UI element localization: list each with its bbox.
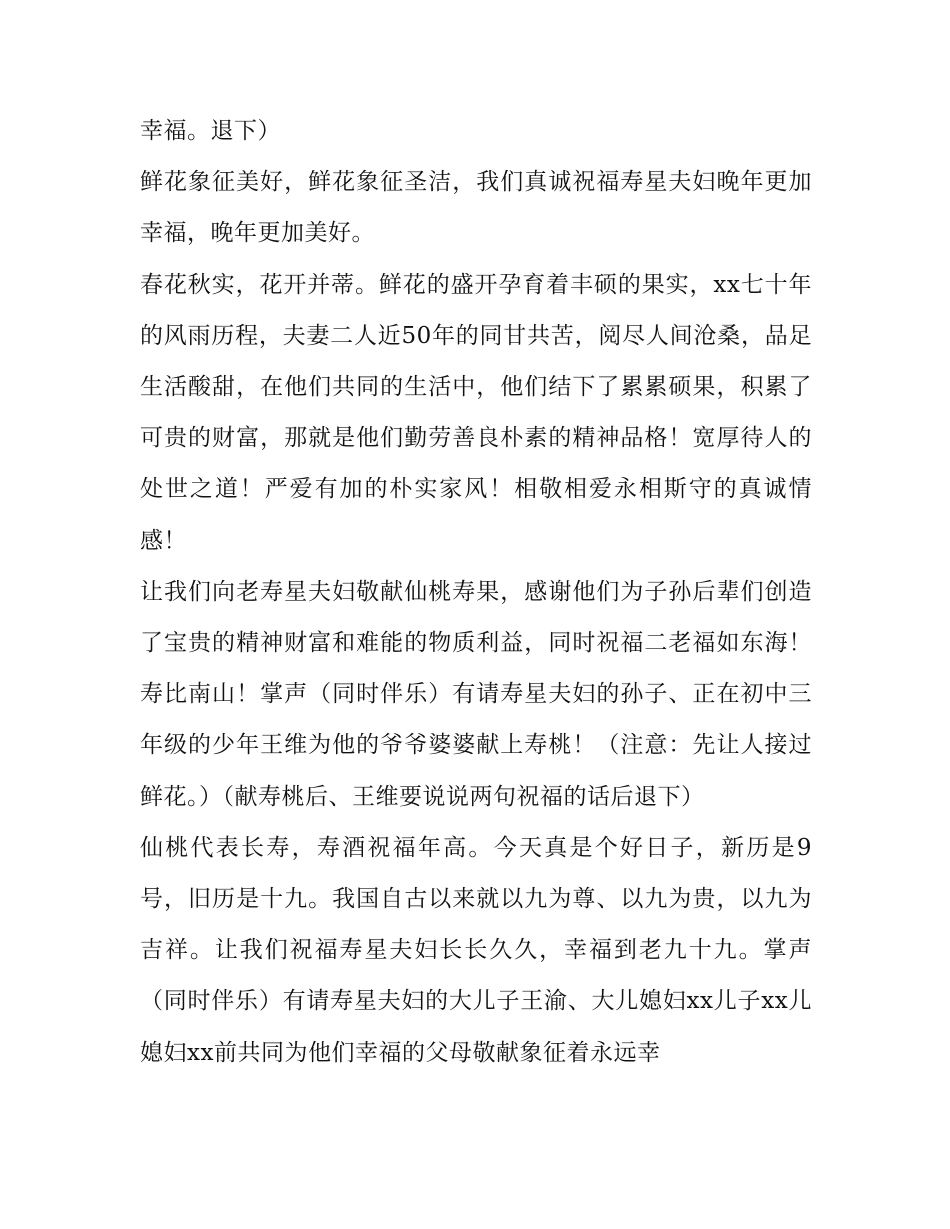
paragraph-5: 仙桃代表长寿，寿酒祝福年高。今天真是个好日子，新历是9号，旧历是十九。我国自古以来就以九为尊、以九为贵，以九为吉祥。让我们祝福寿星夫妇长长久久，幸福到老九十九。掌声（同时伴乐）有请寿星夫妇的大儿子王渝、大儿媳妇xx儿子xx儿媳妇xx前共同为他们幸福的父母敬献象征着永远幸	[140, 834, 812, 1066]
paragraph-3: 春花秋实，花开并蒂。鲜花的盛开孕育着丰硕的果实，xx七十年的风雨历程，夫妻二人近50年的同甘共苦，阅尽人间沧桑，品足生活酸甜，在他们共同的生活中，他们结下了累累硕果，积累了可贵的财富，那就是他们勤劳善良朴素的精神品格！宽厚待人的处世之道！严爱有加的朴实家风！相敬相爱永相斯守的真诚情感！	[140, 271, 812, 554]
paragraph-2: 鲜花象征美好，鲜花象征圣洁，我们真诚祝福寿星夫妇晚年更加幸福，晚年更加美好。	[140, 169, 812, 247]
document-body	[140, 106, 812, 1079]
paragraph-1: 幸福。退下）	[140, 118, 281, 144]
paragraph-4: 让我们向老寿星夫妇敬献仙桃寿果，感谢他们为子孙后辈们创造了宝贵的精神财富和难能的物质利益，同时祝福二老福如东海！寿比南山！掌声（同时伴乐）有请寿星夫妇的孙子、正在初中三年级的少年王维为他的爷爷婆婆献上寿桃！（注意：先让人接过鲜花。）（献寿桃后、王维要说说两句祝福的话后退下）	[140, 578, 812, 810]
